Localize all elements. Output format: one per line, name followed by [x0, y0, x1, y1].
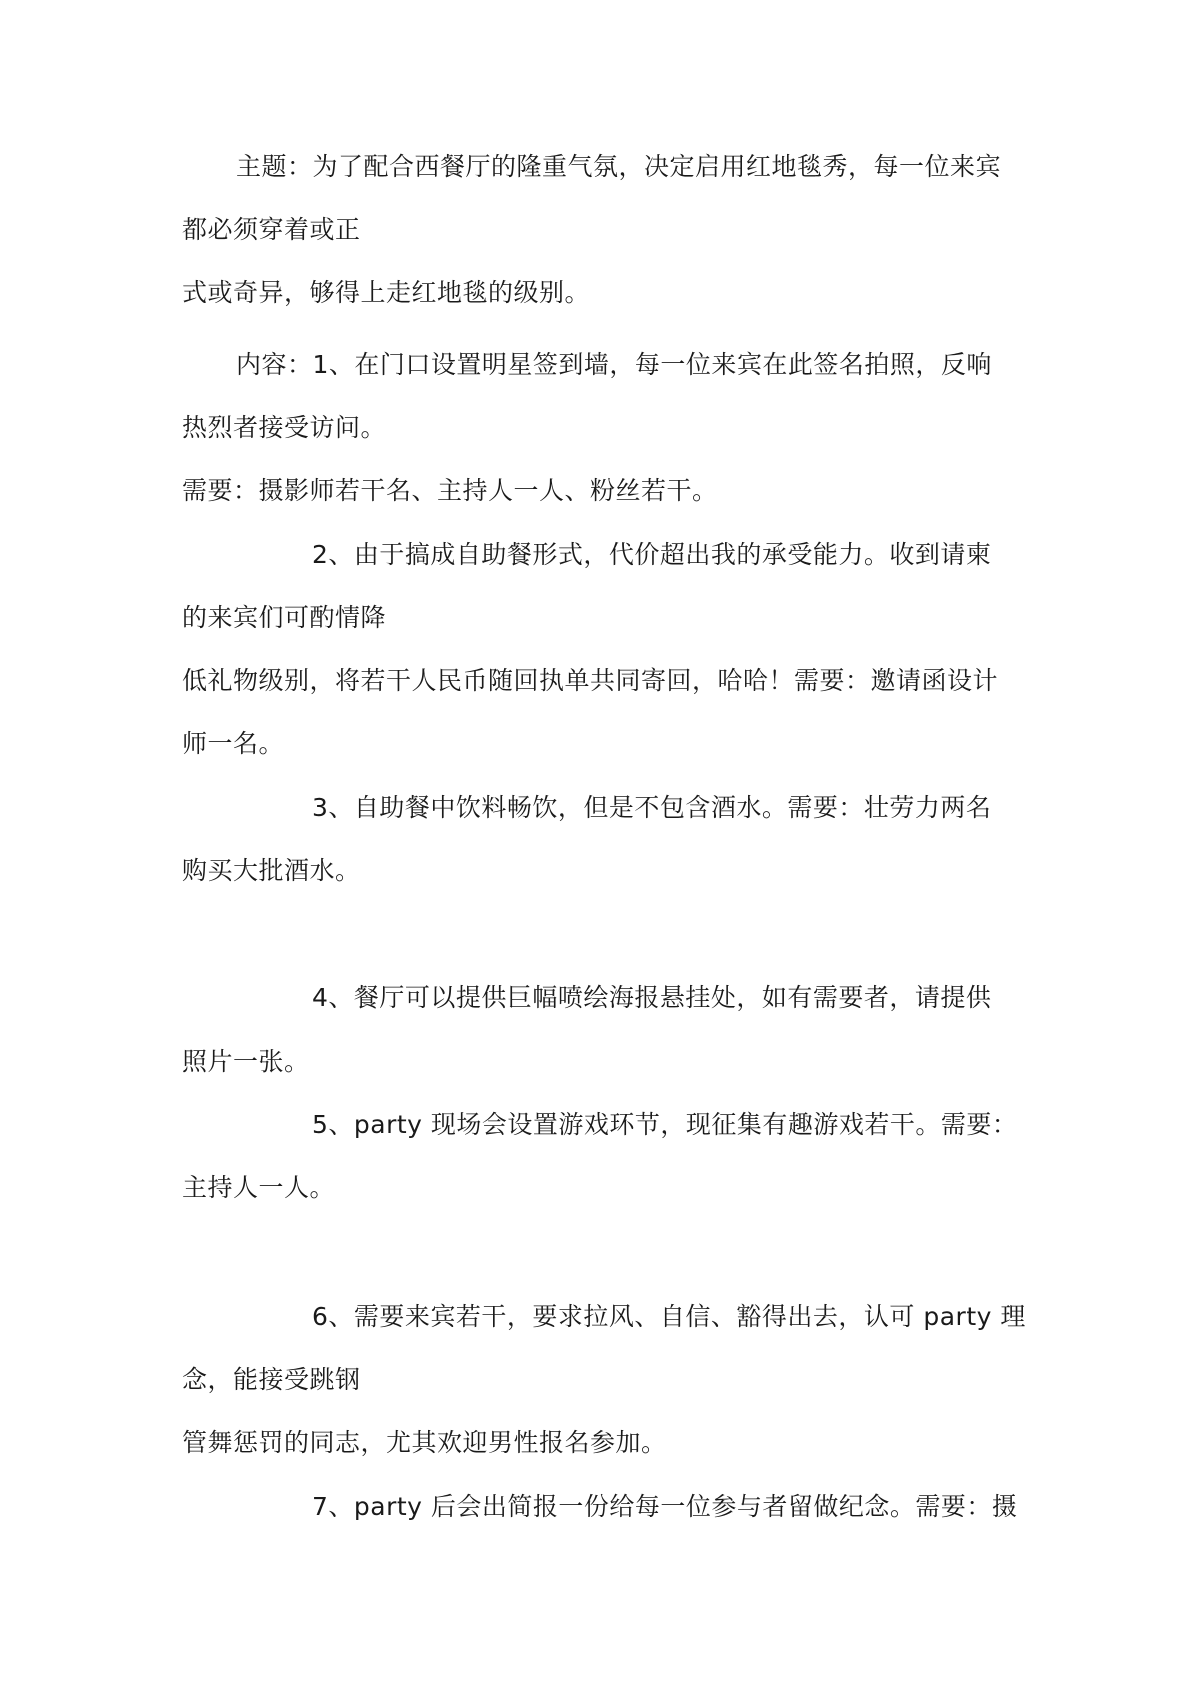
content-item-6-line-2: 念，能接受跳钢 — [182, 1365, 361, 1394]
content-item-7-line-1: 7、party 后会出简报一份给每一位参与者留做纪念。需要：摄 — [312, 1492, 1018, 1521]
content-item-4-line-2: 照片一张。 — [182, 1047, 310, 1076]
content-item-3-line-2: 购买大批酒水。 — [182, 856, 361, 885]
content-item-3-line-1: 3、自助餐中饮料畅饮，但是不包含酒水。需要：壮劳力两名 — [312, 793, 992, 822]
content-item-5-line-2: 主持人一人。 — [182, 1173, 336, 1202]
content-item-5-line-1: 5、party 现场会设置游戏环节，现征集有趣游戏若干。需要： — [312, 1110, 1018, 1139]
content-item-6-line-3: 管舞惩罚的同志，尤其欢迎男性报名参加。 — [182, 1428, 667, 1457]
content-item-6-line-1: 6、需要来宾若干，要求拉风、自信、豁得出去，认可 party 理 — [312, 1302, 1026, 1331]
content-item-1-needs: 需要：摄影师若干名、主持人一人、粉丝若干。 — [182, 476, 718, 505]
content-item-2-line-2: 的来宾们可酌情降 — [182, 603, 387, 632]
theme-line-1: 主题：为了配合西餐厅的隆重气氛，决定启用红地毯秀，每一位来宾 — [236, 152, 1002, 181]
content-item-1-line-1: 内容：1、在门口设置明星签到墙，每一位来宾在此签名拍照，反响 — [236, 350, 992, 379]
content-item-2-line-4: 师一名。 — [182, 729, 285, 758]
theme-line-2: 都必须穿着或正 — [182, 215, 361, 244]
theme-line-3: 式或奇异，够得上走红地毯的级别。 — [182, 278, 591, 307]
content-item-4-line-1: 4、餐厅可以提供巨幅喷绘海报悬挂处，如有需要者，请提供 — [312, 983, 992, 1012]
content-item-2-line-1: 2、由于搞成自助餐形式，代价超出我的承受能力。收到请柬 — [312, 540, 992, 569]
content-item-2-line-3: 低礼物级别，将若干人民币随回执单共同寄回，哈哈！需要：邀请函设计 — [182, 666, 999, 695]
content-item-1-line-2: 热烈者接受访问。 — [182, 413, 387, 442]
